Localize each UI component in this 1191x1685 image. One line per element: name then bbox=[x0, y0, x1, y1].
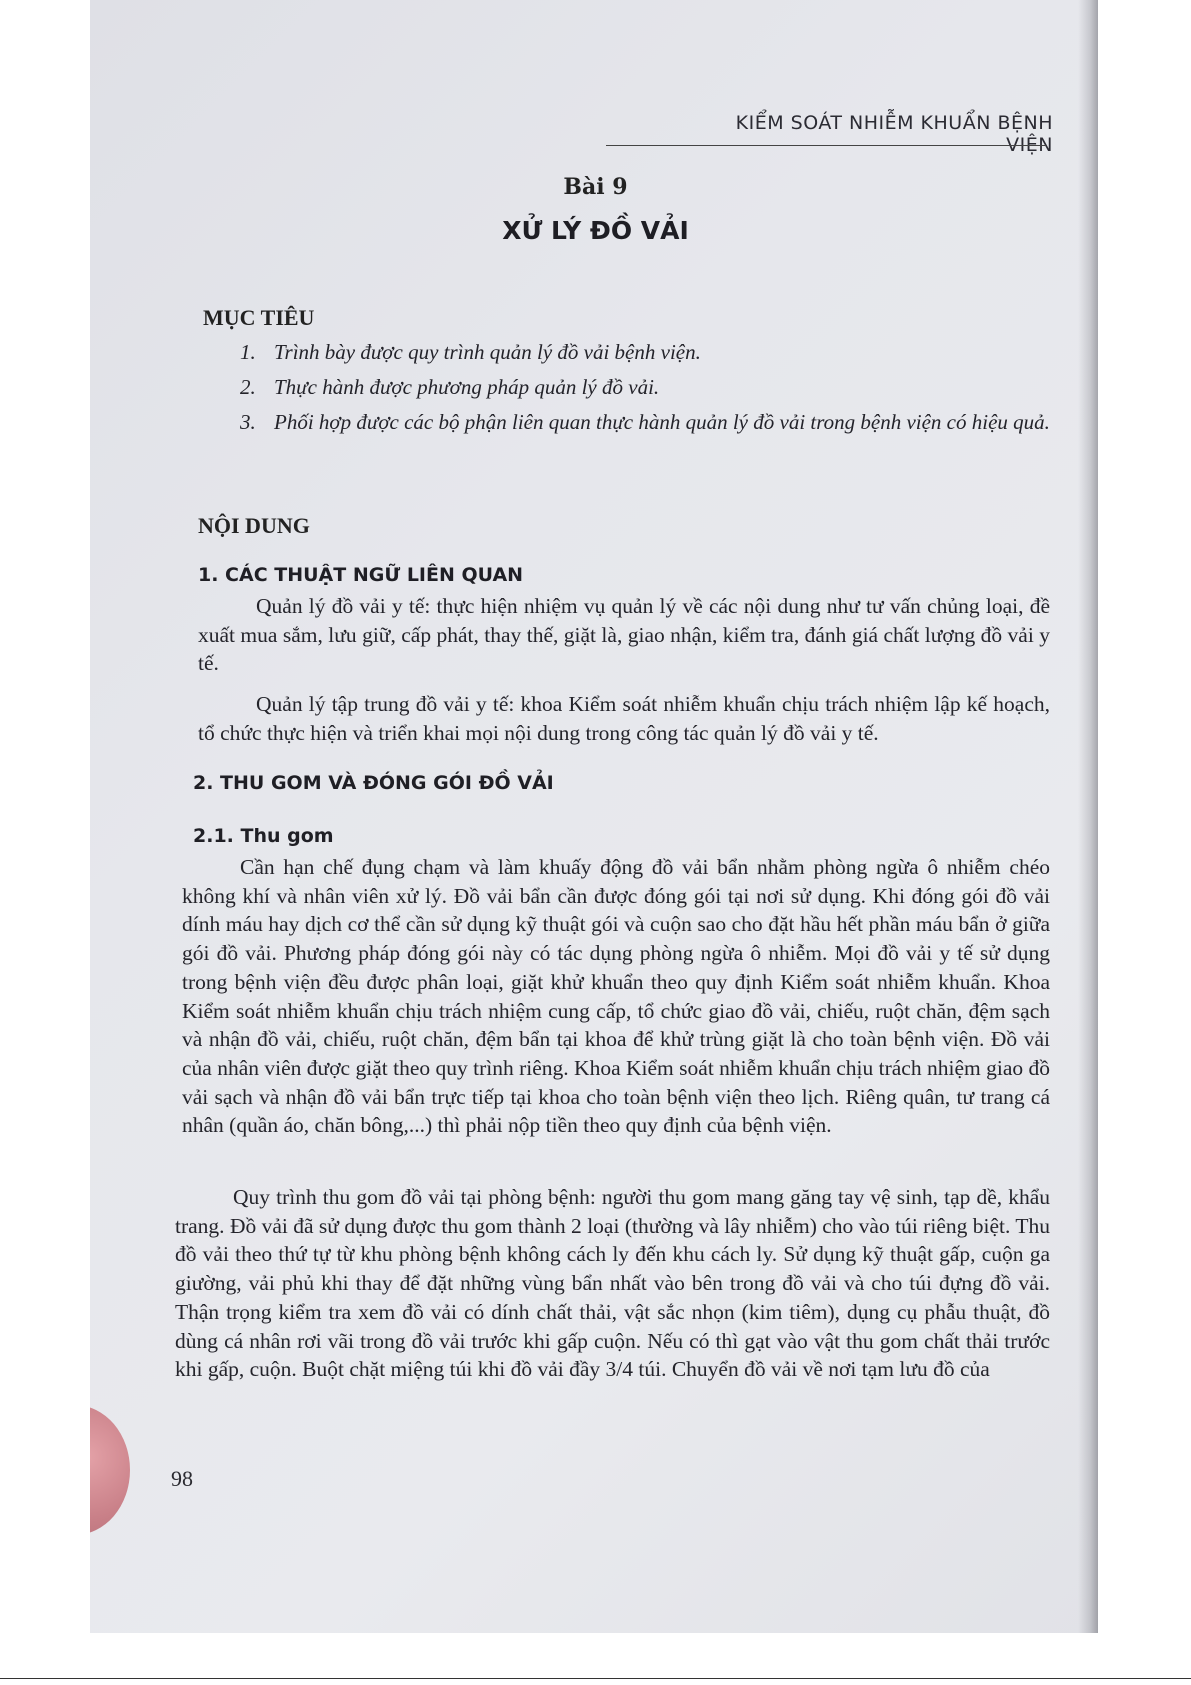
objective-item bbox=[240, 371, 1050, 403]
content-heading: NỘI DUNG bbox=[198, 513, 310, 538]
lesson-title: XỬ LÝ ĐỒ VẢI bbox=[502, 216, 689, 245]
paragraph: Quản lý tập trung đồ vải y tế: khoa Kiểm soát nhiễm khuẩn chịu trách nhiệm lập kế hoạch, tổ chức thực hiện và triển khai mọi nội dung trong công tác quản lý đồ vải y tế. bbox=[198, 692, 1050, 745]
running-header: KIỂM SOÁT NHIỄM KHUẨN BỆNH VIỆN bbox=[735, 112, 1053, 156]
objective-number: 1. bbox=[240, 340, 256, 364]
objective-text: Trình bày được quy trình quản lý đồ vải bệnh viện. bbox=[274, 340, 701, 364]
thumb-image bbox=[90, 1405, 130, 1535]
lesson-number: Bài 9 bbox=[563, 174, 628, 200]
bottom-rule bbox=[0, 1678, 1191, 1679]
paragraph: Quy trình thu gom đồ vải tại phòng bệnh: người thu gom mang găng tay vệ sinh, tạp dề, khẩu trang. Đồ vải đã sử dụng được thu gom thành 2 loại (thường và lây nhiễm) cho vào túi riêng biệt. Thu đồ vải theo thứ tự từ khu phòng bệnh không cách ly đến khu cách ly. Sử dụng kỹ thuật gấp, cuộn ga giường, vải phủ khi thay để đặt những vùng bẩn nhất vào bên trong đồ vải và cho túi đựng đồ vải. Thận trọng kiểm tra xem đồ vải có dính chất thải, vật sắc nhọn (kim tiêm), dụng cụ phẫu thuật, đồ dùng cá nhân rơi vãi trong đồ vải trước khi gấp cuộn. Nếu có thì gạt vào vật thu gom chất thải trước khi gấp, cuộn. Buột chặt miệng túi khi đồ vải đầy 3/4 túi. Chuyển đồ vải về nơi tạm lưu đồ của bbox=[175, 1185, 1050, 1382]
section-heading-terms: 1. CÁC THUẬT NGỮ LIÊN QUAN bbox=[198, 564, 524, 586]
paragraph: Quản lý đồ vải y tế: thực hiện nhiệm vụ quản lý về các nội dung như tư vấn chủng loại, đề xuất mua sắm, lưu giữ, cấp phát, thay thế, giặt là, giao nhận, kiểm tra, đánh giá chất lượng đồ vải y tế. bbox=[198, 594, 1050, 676]
page-number: 98 bbox=[171, 1466, 193, 1491]
header-rule bbox=[606, 145, 1046, 146]
objective-text: Thực hành được phương pháp quản lý đồ vải. bbox=[274, 375, 660, 399]
paragraph: Cần hạn chế đụng chạm và làm khuấy động đồ vải bẩn nhằm phòng ngừa ô nhiễm chéo không khí và nhân viên xử lý. Đồ vải bẩn cần được đóng gói tại nơi sử dụng. Khi đóng gói đồ vải dính máu hay dịch cơ thể cần sử dụng kỹ thuật gói và cuộn sao cho đặt hầu hết phần máu bẩn ở giữa gói đồ vải. Phương pháp đóng gói này có tác dụng phòng ngừa ô nhiễm. Mọi đồ vải y tế sử dụng trong bệnh viện đều được phân loại, giặt khử khuẩn theo quy định Kiểm soát nhiễm khuẩn. Khoa Kiểm soát nhiễm khuẩn chịu trách nhiệm cung cấp, tổ chức giao đồ vải, chiếu, ruột chăn, đệm sạch và nhận đồ vải, chiếu, ruột chăn, đệm bẩn tại khoa để khử trùng giặt là cho toàn bệnh viện. Đồ vải của nhân viên được giặt theo quy trình riêng. Khoa Kiểm soát nhiễm khuẩn chịu trách nhiệm giao đồ vải sạch và nhận đồ vải bẩn trực tiếp tại khoa cho toàn bệnh viện theo lịch. Riêng quân, tư trang cá nhân (quần áo, chăn bông,...) thì phải nộp tiền theo quy định của bệnh viện. bbox=[182, 855, 1050, 1138]
objective-item bbox=[240, 336, 1050, 368]
objective-text: Phối hợp được các bộ phận liên quan thực hành quản lý đồ vải trong bệnh viện có hiệu quả. bbox=[274, 410, 1050, 434]
objectives-heading: MỤC TIÊU bbox=[203, 305, 315, 330]
objective-number: 2. bbox=[240, 375, 256, 399]
subsection-heading-collect: 2.1. Thu gom bbox=[193, 825, 334, 847]
objectives-list bbox=[240, 336, 1050, 441]
objective-number: 3. bbox=[240, 410, 256, 434]
objective-item bbox=[240, 406, 1050, 438]
section-heading-collection: 2. THU GOM VÀ ĐÓNG GÓI ĐỒ VẢI bbox=[193, 772, 554, 794]
